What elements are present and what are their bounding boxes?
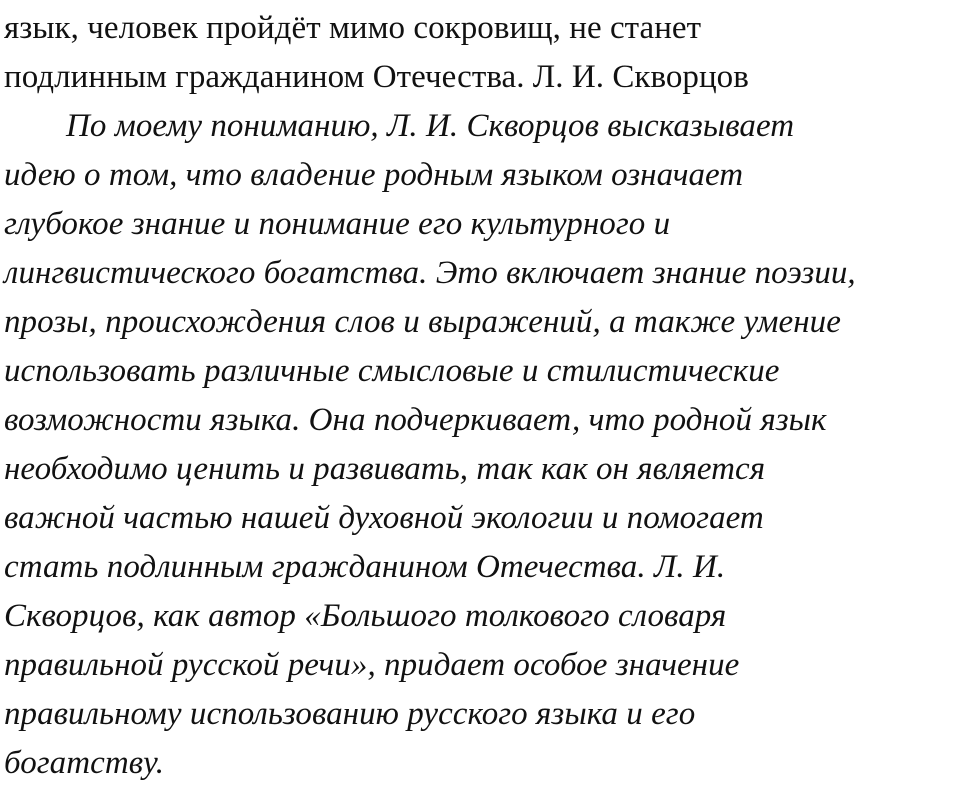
answer-line-4: лингвистического богатства. Это включает знание поэзии, [4, 255, 856, 291]
answer-line-14: богатству. [4, 745, 164, 781]
answer-line-12: правильной русской речи», придает особое значение [4, 647, 740, 683]
answer-line-3: глубокое знание и понимание его культурного и [4, 206, 671, 242]
answer-line-9: важной частью нашей духовной экологии и помогает [4, 500, 764, 536]
answer-line-1: По моему пониманию, Л. И. Скворцов высказывает [66, 108, 795, 144]
answer-line-8: необходимо ценить и развивать, так как он является [4, 451, 766, 487]
answer-line-10: стать подлинным гражданином Отечества. Л. И. [4, 549, 726, 585]
intro-line-1: язык, человек пройдёт мимо сокровищ, не станет [4, 10, 702, 46]
intro-quote-paragraph [4, 4, 960, 102]
answer-paragraph [4, 102, 960, 788]
answer-line-2: идею о том, что владение родным языком означает [4, 157, 744, 193]
answer-line-11: Скворцов, как автор «Большого толкового словаря [4, 598, 727, 634]
answer-line-13: правильному использованию русского языка и его [4, 696, 696, 732]
intro-line-2: подлинным гражданином Отечества. Л. И. Скворцов [4, 59, 749, 95]
answer-line-5: прозы, происхождения слов и выражений, а также умение [4, 304, 841, 340]
answer-line-7: возможности языка. Она подчеркивает, что родной язык [4, 402, 827, 438]
answer-line-6: использовать различные смысловые и стилистические [4, 353, 780, 389]
